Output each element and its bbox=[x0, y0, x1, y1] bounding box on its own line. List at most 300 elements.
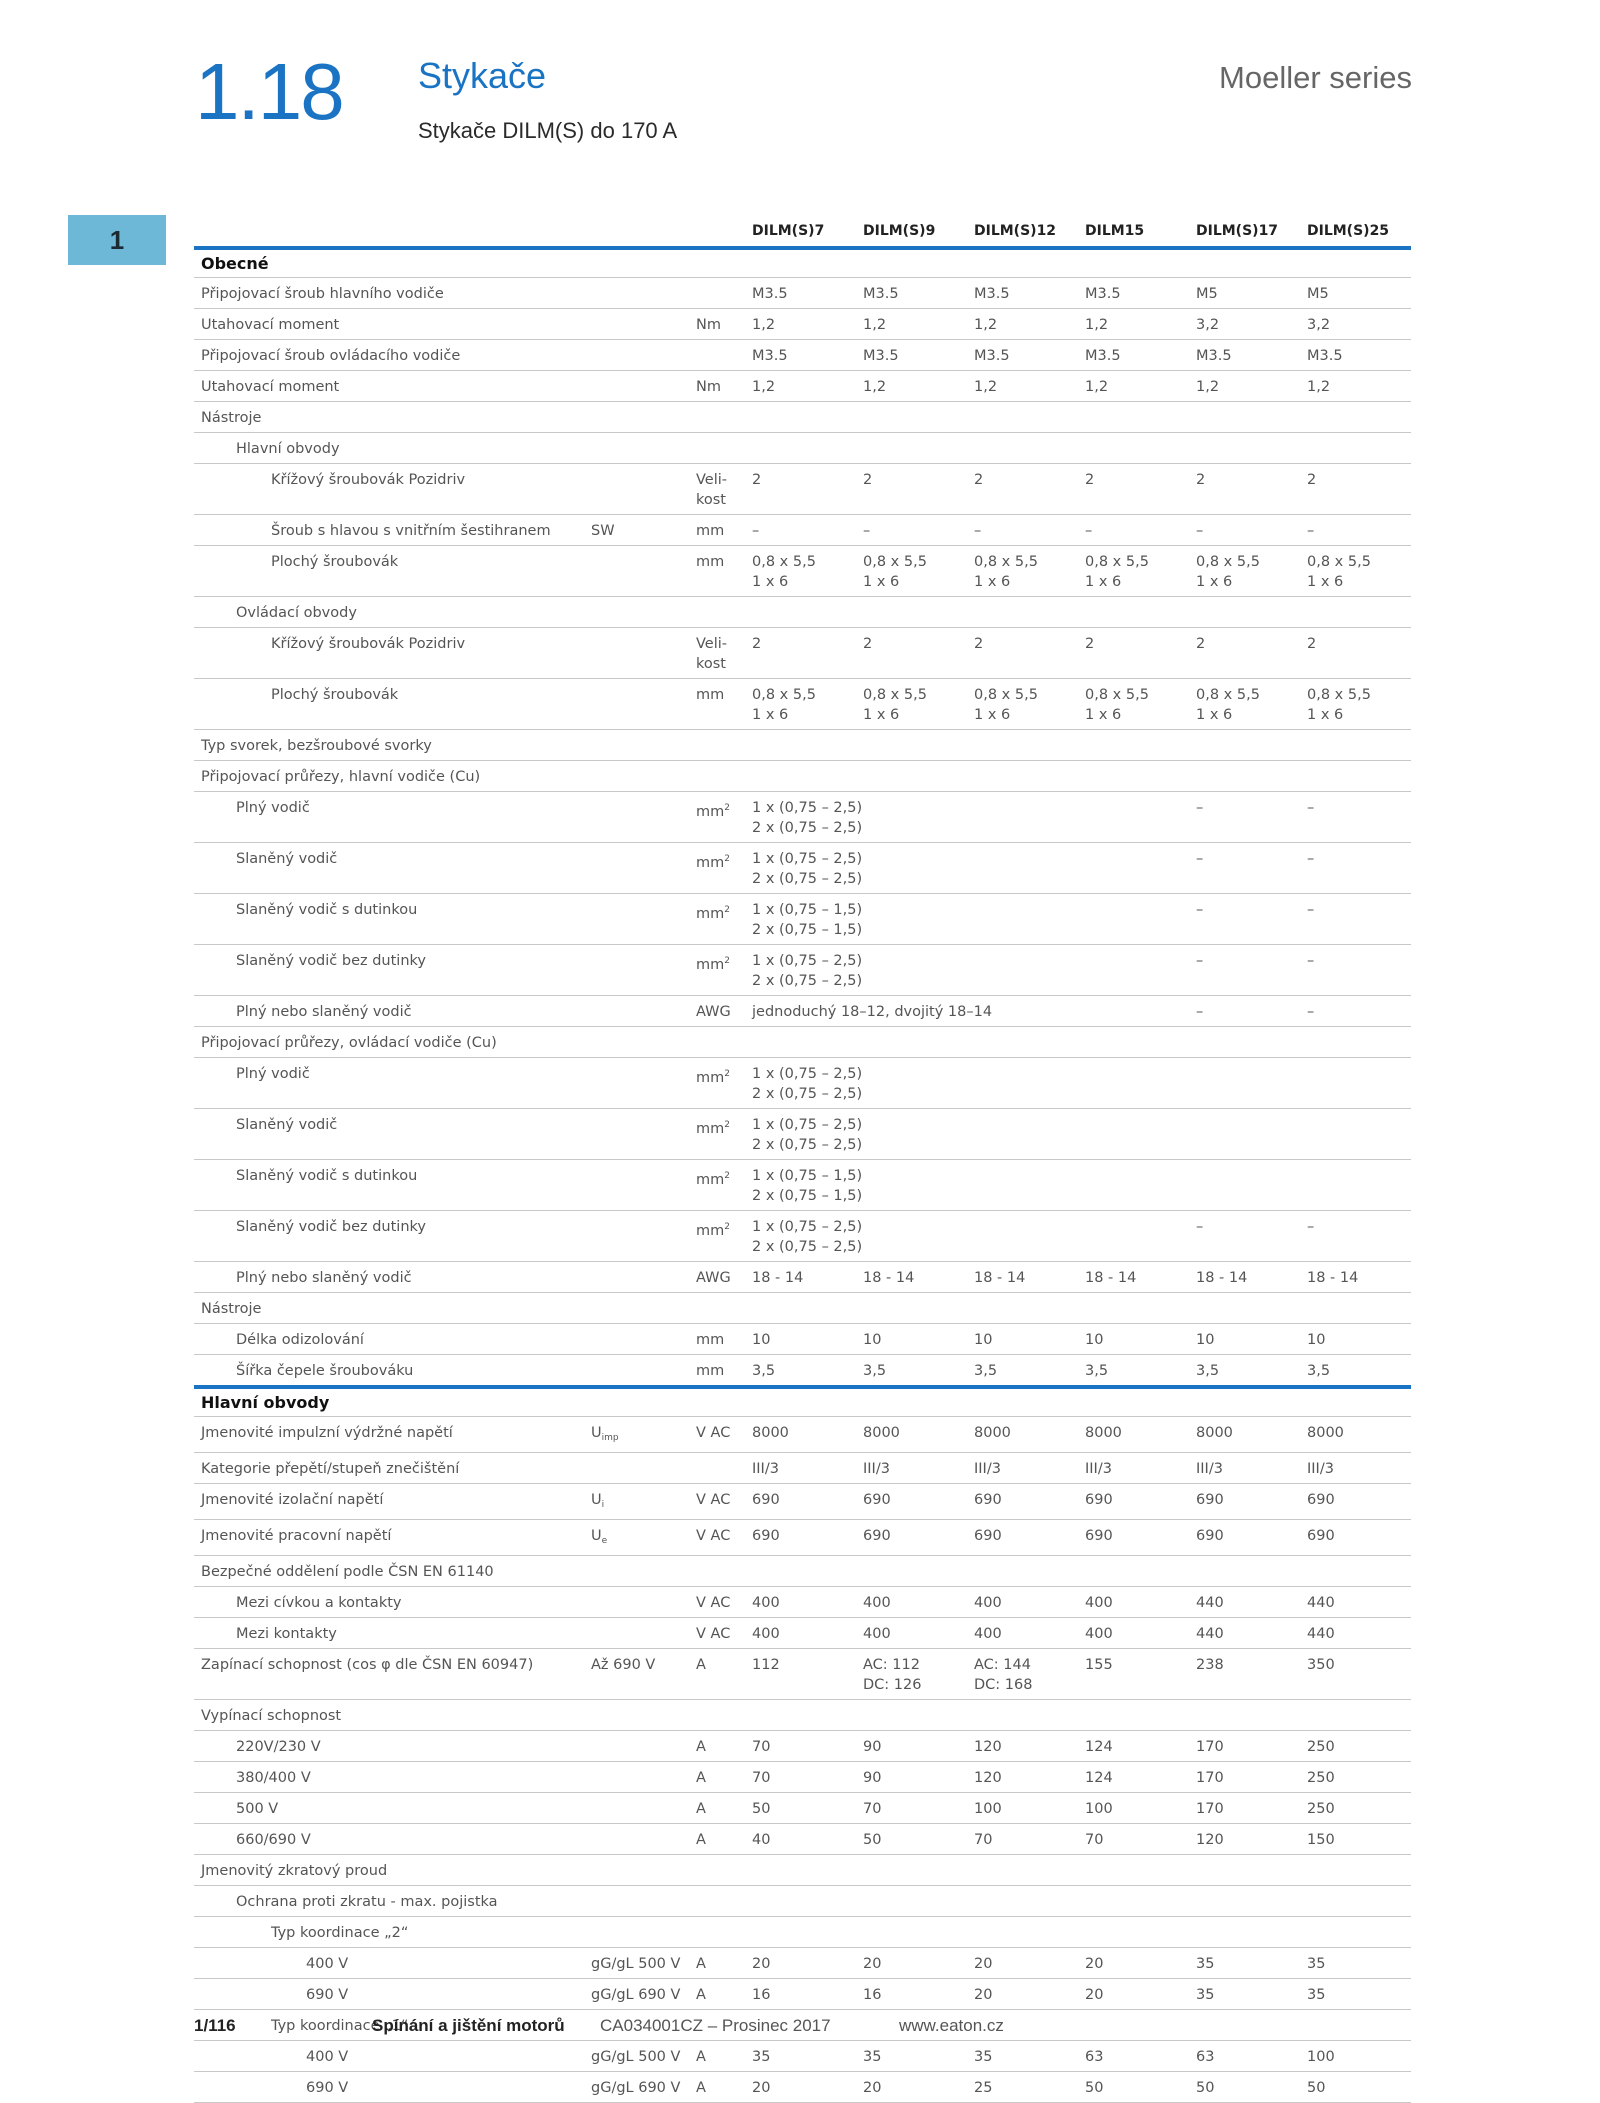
row-label: 690 V bbox=[194, 2072, 584, 2103]
value-cell bbox=[1300, 1109, 1411, 1160]
row-unit bbox=[689, 402, 745, 433]
row-label: Slaněný vodič bez dutinky bbox=[194, 1211, 584, 1262]
value-cell bbox=[1300, 1160, 1411, 1211]
value-cell: – bbox=[1189, 792, 1300, 843]
value-cell bbox=[1300, 1700, 1411, 1731]
row-symbol bbox=[584, 1824, 689, 1855]
value-cell bbox=[1189, 1556, 1300, 1587]
value-cell bbox=[745, 1855, 856, 1886]
value-cell: 10 bbox=[1078, 1324, 1189, 1355]
page-title: Stykače bbox=[418, 55, 547, 96]
row-symbol bbox=[584, 278, 689, 309]
value-cell bbox=[967, 761, 1078, 792]
unit-text: AWG bbox=[696, 1270, 731, 1286]
value-cell bbox=[1078, 730, 1189, 761]
value-cell bbox=[1300, 730, 1411, 761]
row-label: Připojovací průřezy, ovládací vodiče (Cu) bbox=[194, 1027, 584, 1058]
table-row bbox=[194, 1700, 1411, 1731]
table-row bbox=[194, 1211, 1411, 1262]
value-cell: 440 bbox=[1189, 1587, 1300, 1618]
value-cell: AC: 144 DC: 168 bbox=[967, 1649, 1078, 1700]
value-cell: 2 bbox=[967, 464, 1078, 515]
row-unit bbox=[689, 1293, 745, 1324]
value-cell: 20 bbox=[967, 1948, 1078, 1979]
column-header: DILM(S)25 bbox=[1300, 214, 1411, 248]
unit-text: A bbox=[696, 1956, 706, 1972]
table-row bbox=[194, 792, 1411, 843]
value-cell bbox=[967, 1855, 1078, 1886]
value-cell: 1,2 bbox=[1078, 371, 1189, 402]
value-cell bbox=[1078, 792, 1189, 843]
value-cell: 400 bbox=[967, 1618, 1078, 1649]
unit-text: mm bbox=[696, 554, 725, 570]
book-title: Spínání a jištění motorů bbox=[372, 2016, 565, 2035]
unit-text: mm bbox=[696, 523, 725, 539]
value-cell: 0,8 x 5,5 1 x 6 bbox=[856, 546, 967, 597]
value-cell: – bbox=[1189, 894, 1300, 945]
row-unit bbox=[689, 792, 745, 843]
value-cell: 0,8 x 5,5 1 x 6 bbox=[967, 679, 1078, 730]
value-cell: 40 bbox=[745, 1824, 856, 1855]
value-cell bbox=[1078, 1855, 1189, 1886]
row-label: Plochý šroubovák bbox=[194, 679, 584, 730]
unit-text: A bbox=[696, 1832, 706, 1848]
row-label: Utahovací moment bbox=[194, 309, 584, 340]
unit-text: V AC bbox=[696, 1528, 731, 1544]
value-cell: 120 bbox=[967, 1731, 1078, 1762]
unit-text: mm bbox=[696, 855, 725, 871]
row-label: Připojovací šroub hlavního vodiče bbox=[194, 278, 584, 309]
row-unit bbox=[689, 945, 745, 996]
value-cell: jednoduchý 18–12, dvojitý 18–14 bbox=[745, 996, 1189, 1027]
value-cell: M5 bbox=[1189, 278, 1300, 309]
value-cell bbox=[745, 730, 856, 761]
value-cell: 2 bbox=[1189, 628, 1300, 679]
row-label: 220V/230 V bbox=[194, 1731, 584, 1762]
value-cell: 8000 bbox=[856, 1417, 967, 1453]
value-cell: M3.5 bbox=[856, 340, 967, 371]
table-row bbox=[194, 1109, 1411, 1160]
value-cell: – bbox=[1189, 1211, 1300, 1262]
row-label: Jmenovité impulzní výdržné napětí bbox=[194, 1417, 584, 1453]
value-cell: 250 bbox=[1300, 1731, 1411, 1762]
row-label: Křížový šroubovák Pozidriv bbox=[194, 464, 584, 515]
row-label: 500 V bbox=[194, 1793, 584, 1824]
value-cell: 690 bbox=[745, 1520, 856, 1556]
row-unit bbox=[689, 1058, 745, 1109]
row-unit bbox=[689, 1917, 745, 1948]
value-cell: 112 bbox=[745, 1649, 856, 1700]
value-cell bbox=[1078, 402, 1189, 433]
section-number: 1.18 bbox=[195, 47, 343, 136]
table-row bbox=[194, 2041, 1411, 2072]
value-cell: 0,8 x 5,5 1 x 6 bbox=[745, 679, 856, 730]
value-cell: 20 bbox=[745, 2072, 856, 2103]
row-symbol bbox=[584, 1262, 689, 1293]
row-label: Šroub s hlavou s vnitřním šestihranem bbox=[194, 515, 584, 546]
value-cell: 2 bbox=[856, 628, 967, 679]
value-cell: 440 bbox=[1300, 1618, 1411, 1649]
row-unit bbox=[689, 730, 745, 761]
value-cell: 400 bbox=[745, 1587, 856, 1618]
row-unit bbox=[689, 340, 745, 371]
value-cell bbox=[1078, 433, 1189, 464]
column-header: DILM(S)17 bbox=[1189, 214, 1300, 248]
value-cell: – bbox=[1300, 894, 1411, 945]
spec-table-header bbox=[194, 214, 1411, 248]
value-cell bbox=[856, 730, 967, 761]
table-row bbox=[194, 1855, 1411, 1886]
unit-text: mm bbox=[696, 1332, 725, 1348]
row-unit bbox=[689, 1793, 745, 1824]
table-row bbox=[194, 996, 1411, 1027]
value-cell: 2 bbox=[1078, 628, 1189, 679]
value-cell: – bbox=[1189, 515, 1300, 546]
row-unit bbox=[689, 1731, 745, 1762]
value-cell bbox=[856, 1700, 967, 1731]
section-title: Obecné bbox=[194, 248, 1411, 278]
row-label: Ochrana proti zkratu - max. pojistka bbox=[194, 1886, 584, 1917]
symbol-text: U bbox=[591, 1528, 602, 1544]
value-cell: 3,2 bbox=[1300, 309, 1411, 340]
row-symbol bbox=[584, 730, 689, 761]
row-unit bbox=[689, 1979, 745, 2010]
value-cell: 100 bbox=[967, 1793, 1078, 1824]
row-symbol bbox=[584, 546, 689, 597]
unit-text: AWG bbox=[696, 1004, 731, 1020]
value-cell bbox=[745, 1293, 856, 1324]
value-cell bbox=[967, 945, 1078, 996]
table-row bbox=[194, 761, 1411, 792]
value-cell: III/3 bbox=[856, 1453, 967, 1484]
value-cell bbox=[856, 1160, 967, 1211]
value-cell bbox=[1300, 597, 1411, 628]
value-cell bbox=[1189, 1917, 1300, 1948]
table-row bbox=[194, 1979, 1411, 2010]
catalog-code: CA034001CZ – Prosinec 2017 bbox=[600, 2016, 831, 2035]
row-symbol bbox=[584, 1324, 689, 1355]
table-row bbox=[194, 1649, 1411, 1700]
column-header: DILM15 bbox=[1078, 214, 1189, 248]
value-cell bbox=[1189, 1160, 1300, 1211]
value-cell: 690 bbox=[856, 1520, 967, 1556]
value-cell: M3.5 bbox=[1300, 340, 1411, 371]
value-cell bbox=[967, 1027, 1078, 1058]
row-label: Plochý šroubovák bbox=[194, 546, 584, 597]
value-cell bbox=[1300, 1027, 1411, 1058]
value-cell bbox=[1189, 1027, 1300, 1058]
value-cell: 70 bbox=[1078, 1824, 1189, 1855]
value-cell: 1 x (0,75 – 2,5) 2 x (0,75 – 2,5) bbox=[745, 843, 856, 894]
row-label: Zapínací schopnost (cos φ dle ČSN EN 60947) bbox=[194, 1649, 584, 1700]
table-row bbox=[194, 1587, 1411, 1618]
value-cell: 10 bbox=[967, 1324, 1078, 1355]
series-label: Moeller series bbox=[1219, 60, 1412, 95]
value-cell: 1 x (0,75 – 2,5) 2 x (0,75 – 2,5) bbox=[745, 1211, 856, 1262]
value-cell: 3,5 bbox=[1078, 1355, 1189, 1388]
value-cell: 20 bbox=[967, 1979, 1078, 2010]
value-cell: – bbox=[1189, 843, 1300, 894]
value-cell: 20 bbox=[745, 1948, 856, 1979]
row-unit bbox=[689, 1520, 745, 1556]
value-cell bbox=[856, 1211, 967, 1262]
section-title: Hlavní obvody bbox=[194, 1387, 1411, 1417]
row-symbol bbox=[584, 1556, 689, 1587]
unit-text: mm bbox=[696, 957, 725, 973]
row-label: 400 V bbox=[194, 1948, 584, 1979]
value-cell: 20 bbox=[856, 1948, 967, 1979]
row-label: Nástroje bbox=[194, 402, 584, 433]
unit-superscript: 2 bbox=[724, 956, 730, 966]
unit-superscript: 2 bbox=[724, 1171, 730, 1181]
row-label: Slaněný vodič bbox=[194, 1109, 584, 1160]
table-row bbox=[194, 1324, 1411, 1355]
table-row bbox=[194, 278, 1411, 309]
value-cell: 35 bbox=[1189, 1948, 1300, 1979]
value-cell: 400 bbox=[967, 1587, 1078, 1618]
unit-text: mm bbox=[696, 1363, 725, 1379]
value-cell bbox=[1189, 1700, 1300, 1731]
value-cell: 3,5 bbox=[967, 1355, 1078, 1388]
table-row bbox=[194, 1917, 1411, 1948]
row-label: 380/400 V bbox=[194, 1762, 584, 1793]
value-cell: 3,2 bbox=[1189, 309, 1300, 340]
page-footer bbox=[194, 2016, 1411, 2040]
value-cell bbox=[856, 1917, 967, 1948]
row-label: 690 V bbox=[194, 1979, 584, 2010]
value-cell bbox=[745, 433, 856, 464]
value-cell: 1 x (0,75 – 2,5) 2 x (0,75 – 2,5) bbox=[745, 1109, 856, 1160]
value-cell: AC: 112 DC: 126 bbox=[856, 1649, 967, 1700]
row-symbol bbox=[584, 1762, 689, 1793]
symbol-subscript: imp bbox=[601, 1433, 619, 1443]
value-cell: 35 bbox=[856, 2041, 967, 2072]
row-symbol bbox=[584, 515, 689, 546]
value-cell: 8000 bbox=[967, 1417, 1078, 1453]
row-symbol bbox=[584, 945, 689, 996]
table-row bbox=[194, 2072, 1411, 2103]
row-symbol bbox=[584, 1649, 689, 1700]
row-symbol bbox=[584, 1058, 689, 1109]
value-cell: 440 bbox=[1189, 1618, 1300, 1649]
value-cell bbox=[967, 730, 1078, 761]
value-cell: 1,2 bbox=[967, 371, 1078, 402]
row-unit bbox=[689, 278, 745, 309]
value-cell: 1 x (0,75 – 1,5) 2 x (0,75 – 1,5) bbox=[745, 894, 856, 945]
value-cell: 16 bbox=[745, 1979, 856, 2010]
value-cell: 690 bbox=[1300, 1520, 1411, 1556]
value-cell: 400 bbox=[856, 1618, 967, 1649]
value-cell bbox=[967, 1211, 1078, 1262]
unit-text: mm bbox=[696, 804, 725, 820]
value-cell: 2 bbox=[1189, 464, 1300, 515]
row-unit bbox=[689, 1160, 745, 1211]
value-cell: – bbox=[1078, 515, 1189, 546]
header-row bbox=[194, 214, 1411, 248]
value-cell: 124 bbox=[1078, 1762, 1189, 1793]
value-cell: 18 - 14 bbox=[1078, 1262, 1189, 1293]
row-label: Bezpečné oddělení podle ČSN EN 61140 bbox=[194, 1556, 584, 1587]
row-symbol bbox=[584, 1417, 689, 1453]
value-cell: 2 bbox=[967, 628, 1078, 679]
section-header-row bbox=[194, 1387, 1411, 1417]
value-cell bbox=[856, 1556, 967, 1587]
value-cell bbox=[856, 597, 967, 628]
table-row bbox=[194, 1520, 1411, 1556]
value-cell bbox=[745, 1700, 856, 1731]
value-cell bbox=[856, 402, 967, 433]
value-cell bbox=[856, 792, 967, 843]
value-cell: 35 bbox=[1300, 1979, 1411, 2010]
row-symbol bbox=[584, 679, 689, 730]
row-unit bbox=[689, 1324, 745, 1355]
unit-text: A bbox=[696, 2080, 706, 2096]
row-label: Mezi kontakty bbox=[194, 1618, 584, 1649]
value-cell: 10 bbox=[1300, 1324, 1411, 1355]
unit-text: mm bbox=[696, 1223, 725, 1239]
row-symbol bbox=[584, 1484, 689, 1520]
value-cell: 18 - 14 bbox=[1189, 1262, 1300, 1293]
row-symbol bbox=[584, 1027, 689, 1058]
table-row bbox=[194, 1948, 1411, 1979]
value-cell bbox=[1078, 1293, 1189, 1324]
value-cell bbox=[856, 433, 967, 464]
value-cell: III/3 bbox=[1078, 1453, 1189, 1484]
header-spacer bbox=[584, 214, 689, 248]
row-unit bbox=[689, 2041, 745, 2072]
row-symbol bbox=[584, 843, 689, 894]
unit-text: V AC bbox=[696, 1425, 731, 1441]
value-cell bbox=[1189, 1293, 1300, 1324]
table-row bbox=[194, 1886, 1411, 1917]
value-cell bbox=[745, 1027, 856, 1058]
row-unit bbox=[689, 1618, 745, 1649]
value-cell bbox=[856, 1109, 967, 1160]
value-cell: 1 x (0,75 – 2,5) 2 x (0,75 – 2,5) bbox=[745, 792, 856, 843]
page-subtitle: Stykače DILM(S) do 170 A bbox=[418, 118, 678, 143]
row-symbol bbox=[584, 597, 689, 628]
value-cell: 100 bbox=[1078, 1793, 1189, 1824]
value-cell: 170 bbox=[1189, 1762, 1300, 1793]
unit-superscript: 2 bbox=[724, 854, 730, 864]
website-link[interactable]: www.eaton.cz bbox=[899, 2016, 1004, 2035]
value-cell: 20 bbox=[1078, 1948, 1189, 1979]
row-unit bbox=[689, 1027, 745, 1058]
value-cell: 2 bbox=[1300, 628, 1411, 679]
row-label: 400 V bbox=[194, 2041, 584, 2072]
value-cell: 170 bbox=[1189, 1731, 1300, 1762]
row-symbol bbox=[584, 1731, 689, 1762]
table-row bbox=[194, 1453, 1411, 1484]
column-header: DILM(S)7 bbox=[745, 214, 856, 248]
row-label: Vypínací schopnost bbox=[194, 1700, 584, 1731]
value-cell bbox=[967, 1556, 1078, 1587]
row-symbol bbox=[584, 996, 689, 1027]
value-cell bbox=[856, 894, 967, 945]
row-label: Jmenovitý zkratový proud bbox=[194, 1855, 584, 1886]
value-cell bbox=[1189, 761, 1300, 792]
value-cell bbox=[745, 1917, 856, 1948]
header-spacer bbox=[689, 214, 745, 248]
value-cell: M3.5 bbox=[1189, 340, 1300, 371]
row-label: Plný vodič bbox=[194, 1058, 584, 1109]
value-cell: 690 bbox=[745, 1484, 856, 1520]
unit-text: A bbox=[696, 1657, 706, 1673]
value-cell: 16 bbox=[856, 1979, 967, 2010]
value-cell bbox=[1078, 1160, 1189, 1211]
row-symbol bbox=[584, 1886, 689, 1917]
row-unit bbox=[689, 1649, 745, 1700]
value-cell: 50 bbox=[856, 1824, 967, 1855]
symbol-text: gG/gL 500 V bbox=[591, 1956, 681, 1972]
row-symbol bbox=[584, 1979, 689, 2010]
table-row bbox=[194, 340, 1411, 371]
row-symbol bbox=[584, 628, 689, 679]
value-cell: 2 bbox=[745, 628, 856, 679]
unit-text: V AC bbox=[696, 1595, 731, 1611]
value-cell: 3,5 bbox=[856, 1355, 967, 1388]
value-cell: 690 bbox=[967, 1484, 1078, 1520]
row-label: Typ koordinace „1“ bbox=[194, 2010, 584, 2041]
symbol-text: gG/gL 690 V bbox=[591, 1987, 681, 2003]
row-symbol bbox=[584, 464, 689, 515]
row-unit bbox=[689, 2072, 745, 2103]
table-row bbox=[194, 1731, 1411, 1762]
value-cell bbox=[1078, 1700, 1189, 1731]
row-unit bbox=[689, 309, 745, 340]
value-cell: 100 bbox=[1300, 2041, 1411, 2072]
value-cell: 1,2 bbox=[745, 309, 856, 340]
row-symbol bbox=[584, 2072, 689, 2103]
value-cell: – bbox=[1300, 945, 1411, 996]
value-cell: 25 bbox=[967, 2072, 1078, 2103]
value-cell: 35 bbox=[967, 2041, 1078, 2072]
value-cell: M3.5 bbox=[1078, 340, 1189, 371]
value-cell bbox=[967, 1917, 1078, 1948]
row-label: Slaněný vodič bbox=[194, 843, 584, 894]
value-cell: 150 bbox=[1300, 1824, 1411, 1855]
value-cell: 0,8 x 5,5 1 x 6 bbox=[745, 546, 856, 597]
row-unit bbox=[689, 1762, 745, 1793]
unit-text: A bbox=[696, 1770, 706, 1786]
value-cell: – bbox=[1300, 515, 1411, 546]
value-cell bbox=[856, 1293, 967, 1324]
table-row bbox=[194, 371, 1411, 402]
row-label: Hlavní obvody bbox=[194, 433, 584, 464]
row-symbol bbox=[584, 309, 689, 340]
chapter-tab: 1 bbox=[68, 215, 166, 265]
value-cell bbox=[967, 894, 1078, 945]
table-row bbox=[194, 433, 1411, 464]
symbol-text: U bbox=[591, 1492, 602, 1508]
value-cell: 10 bbox=[745, 1324, 856, 1355]
table-row bbox=[194, 1293, 1411, 1324]
value-cell bbox=[856, 843, 967, 894]
row-symbol bbox=[584, 1793, 689, 1824]
value-cell: 1,2 bbox=[1078, 309, 1189, 340]
unit-text: V AC bbox=[696, 1492, 731, 1508]
value-cell bbox=[1078, 894, 1189, 945]
value-cell: 70 bbox=[745, 1731, 856, 1762]
value-cell: – bbox=[1189, 945, 1300, 996]
value-cell: 0,8 x 5,5 1 x 6 bbox=[1078, 546, 1189, 597]
value-cell bbox=[967, 1109, 1078, 1160]
value-cell: 1,2 bbox=[1300, 371, 1411, 402]
value-cell: 1,2 bbox=[856, 371, 967, 402]
row-label: Slaněný vodič s dutinkou bbox=[194, 894, 584, 945]
value-cell: M3.5 bbox=[745, 278, 856, 309]
row-symbol bbox=[584, 1355, 689, 1388]
